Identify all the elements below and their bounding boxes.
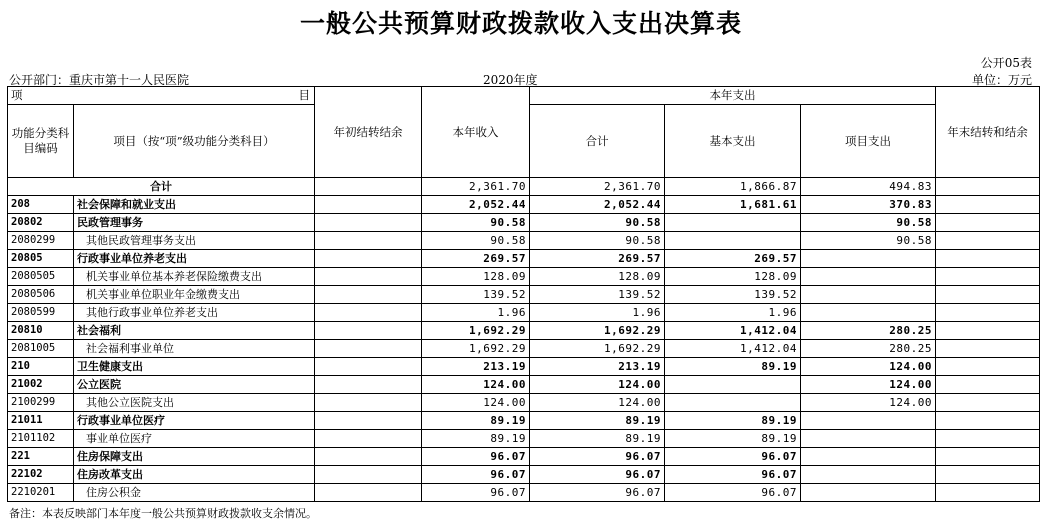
row-name: 行政事业单位养老支出 <box>74 250 315 268</box>
row-opening <box>315 484 422 502</box>
row-basic: 139.52 <box>665 286 801 304</box>
row-total: 96.07 <box>530 448 665 466</box>
row-code: 2080506 <box>8 286 74 304</box>
row-code: 2080599 <box>8 304 74 322</box>
row-name: 机关事业单位基本养老保险缴费支出 <box>74 268 315 286</box>
table-row <box>8 214 1040 232</box>
row-code: 2100299 <box>8 394 74 412</box>
report-title: 一般公共预算财政拨款收入支出决算表 <box>299 9 742 38</box>
row-basic: 89.19 <box>665 358 801 376</box>
row-opening <box>315 322 422 340</box>
row-income: 139.52 <box>422 286 530 304</box>
row-opening <box>315 304 422 322</box>
row-basic: 89.19 <box>665 430 801 448</box>
table-row <box>8 304 1040 322</box>
row-total: 269.57 <box>530 250 665 268</box>
row-total: 90.58 <box>530 232 665 250</box>
total-row <box>8 178 1040 196</box>
row-income: 96.07 <box>422 466 530 484</box>
func-code-header: 功能分类科目编码 <box>8 105 74 178</box>
row-project <box>801 250 936 268</box>
row-project: 280.25 <box>801 322 936 340</box>
row-total: 139.52 <box>530 286 665 304</box>
row-opening <box>315 394 422 412</box>
table-row <box>8 340 1040 358</box>
budget-table <box>7 86 1040 502</box>
row-project <box>801 286 936 304</box>
row-name: 机关事业单位职业年金缴费支出 <box>74 286 315 304</box>
row-project: 90.58 <box>801 232 936 250</box>
row-income: 124.00 <box>422 376 530 394</box>
row-name: 民政管理事务 <box>74 214 315 232</box>
row-basic: 1,412.04 <box>665 340 801 358</box>
row-total: 89.19 <box>530 430 665 448</box>
row-closing <box>936 430 1040 448</box>
row-code: 208 <box>8 196 74 214</box>
row-project <box>801 304 936 322</box>
row-closing <box>936 268 1040 286</box>
row-closing <box>936 448 1040 466</box>
row-income: 96.07 <box>422 448 530 466</box>
row-code: 21011 <box>8 412 74 430</box>
row-name: 社会福利 <box>74 322 315 340</box>
row-total: 1.96 <box>530 304 665 322</box>
row-income: 96.07 <box>422 484 530 502</box>
table-row <box>8 376 1040 394</box>
row-name: 其他行政事业单位养老支出 <box>74 304 315 322</box>
row-total: 128.09 <box>530 268 665 286</box>
unit-label: 单位：万元 <box>971 73 1032 87</box>
fiscal-year: 2020年度 <box>483 73 538 87</box>
row-code: 2101102 <box>8 430 74 448</box>
row-income: 128.09 <box>422 268 530 286</box>
row-closing <box>936 484 1040 502</box>
row-opening <box>315 412 422 430</box>
row-closing <box>936 322 1040 340</box>
table-row <box>8 394 1040 412</box>
row-income: 124.00 <box>422 394 530 412</box>
row-project: 90.58 <box>801 214 936 232</box>
total-income: 2,361.70 <box>422 178 530 196</box>
row-closing <box>936 286 1040 304</box>
table-row <box>8 484 1040 502</box>
footnote: 备注：本表反映部门本年度一般公共预算财政拨款收支余情况。 <box>9 507 317 520</box>
row-project: 280.25 <box>801 340 936 358</box>
row-code: 2080299 <box>8 232 74 250</box>
row-total: 1,692.29 <box>530 322 665 340</box>
row-basic: 269.57 <box>665 250 801 268</box>
row-name: 其他民政管理事务支出 <box>74 232 315 250</box>
row-opening <box>315 196 422 214</box>
row-income: 90.58 <box>422 214 530 232</box>
expense-group-header: 本年支出 <box>530 87 936 105</box>
row-project <box>801 412 936 430</box>
closing-balance-header: 年末结转和结余 <box>936 87 1040 178</box>
row-basic: 96.07 <box>665 466 801 484</box>
row-income: 1,692.29 <box>422 322 530 340</box>
row-name: 住房保障支出 <box>74 448 315 466</box>
row-opening <box>315 466 422 484</box>
row-income: 89.19 <box>422 430 530 448</box>
row-project <box>801 268 936 286</box>
row-name: 其他公立医院支出 <box>74 394 315 412</box>
expense-total-header: 合计 <box>530 105 665 178</box>
row-closing <box>936 340 1040 358</box>
table-row <box>8 268 1040 286</box>
row-opening <box>315 286 422 304</box>
row-closing <box>936 214 1040 232</box>
row-code: 2080505 <box>8 268 74 286</box>
row-income: 269.57 <box>422 250 530 268</box>
row-basic <box>665 214 801 232</box>
row-basic: 128.09 <box>665 268 801 286</box>
row-closing <box>936 376 1040 394</box>
row-opening <box>315 232 422 250</box>
row-code: 21002 <box>8 376 74 394</box>
opening-balance-header: 年初结转结余 <box>315 87 422 178</box>
row-income: 2,052.44 <box>422 196 530 214</box>
table-row <box>8 466 1040 484</box>
row-basic: 89.19 <box>665 412 801 430</box>
row-basic: 1,681.61 <box>665 196 801 214</box>
table-row <box>8 250 1040 268</box>
row-income: 89.19 <box>422 412 530 430</box>
table-row <box>8 412 1040 430</box>
row-code: 2210201 <box>8 484 74 502</box>
row-total: 1,692.29 <box>530 340 665 358</box>
department-label: 公开部门：重庆市第十一人民医院 <box>9 73 190 87</box>
row-name: 住房改革支出 <box>74 466 315 484</box>
row-code: 20810 <box>8 322 74 340</box>
row-name: 住房公积金 <box>74 484 315 502</box>
row-name: 行政事业单位医疗 <box>74 412 315 430</box>
row-income: 90.58 <box>422 232 530 250</box>
row-opening <box>315 268 422 286</box>
basic-expense-header: 基本支出 <box>665 105 801 178</box>
item-name-header: 项目（按“项”级功能分类科目） <box>74 105 315 178</box>
row-name: 社会福利事业单位 <box>74 340 315 358</box>
income-header: 本年收入 <box>422 87 530 178</box>
row-basic: 96.07 <box>665 484 801 502</box>
row-closing <box>936 196 1040 214</box>
total-closing <box>936 178 1040 196</box>
table-row <box>8 232 1040 250</box>
row-code: 2081005 <box>8 340 74 358</box>
row-code: 22102 <box>8 466 74 484</box>
total-expense: 2,361.70 <box>530 178 665 196</box>
row-closing <box>936 412 1040 430</box>
total-label: 合计 <box>8 178 315 196</box>
row-project <box>801 448 936 466</box>
row-opening <box>315 376 422 394</box>
row-income: 1,692.29 <box>422 340 530 358</box>
row-project: 124.00 <box>801 358 936 376</box>
row-basic <box>665 232 801 250</box>
row-total: 213.19 <box>530 358 665 376</box>
row-total: 124.00 <box>530 376 665 394</box>
row-opening <box>315 250 422 268</box>
row-total: 96.07 <box>530 484 665 502</box>
table-row <box>8 322 1040 340</box>
row-project <box>801 484 936 502</box>
row-total: 96.07 <box>530 466 665 484</box>
table-row <box>8 430 1040 448</box>
item-header-left: 项 <box>11 88 23 102</box>
row-name: 卫生健康支出 <box>74 358 315 376</box>
row-basic <box>665 394 801 412</box>
row-opening <box>315 214 422 232</box>
table-row <box>8 196 1040 214</box>
row-closing <box>936 250 1040 268</box>
total-basic: 1,866.87 <box>665 178 801 196</box>
row-project <box>801 466 936 484</box>
project-expense-header: 项目支出 <box>801 105 936 178</box>
row-project: 124.00 <box>801 376 936 394</box>
row-closing <box>936 304 1040 322</box>
table-row <box>8 448 1040 466</box>
row-name: 事业单位医疗 <box>74 430 315 448</box>
row-total: 124.00 <box>530 394 665 412</box>
row-basic: 96.07 <box>665 448 801 466</box>
row-code: 221 <box>8 448 74 466</box>
table-row <box>8 358 1040 376</box>
row-opening <box>315 430 422 448</box>
row-basic: 1.96 <box>665 304 801 322</box>
row-basic <box>665 376 801 394</box>
row-project <box>801 430 936 448</box>
total-opening <box>315 178 422 196</box>
item-header-right: 目 <box>298 88 310 102</box>
total-project: 494.83 <box>801 178 936 196</box>
row-closing <box>936 394 1040 412</box>
row-income: 1.96 <box>422 304 530 322</box>
row-name: 公立医院 <box>74 376 315 394</box>
row-code: 20805 <box>8 250 74 268</box>
row-project: 124.00 <box>801 394 936 412</box>
row-opening <box>315 358 422 376</box>
row-closing <box>936 466 1040 484</box>
row-income: 213.19 <box>422 358 530 376</box>
row-code: 210 <box>8 358 74 376</box>
row-basic: 1,412.04 <box>665 322 801 340</box>
form-number: 公开05表 <box>980 56 1032 70</box>
row-opening <box>315 340 422 358</box>
row-total: 90.58 <box>530 214 665 232</box>
row-closing <box>936 358 1040 376</box>
row-total: 2,052.44 <box>530 196 665 214</box>
row-closing <box>936 232 1040 250</box>
row-name: 社会保障和就业支出 <box>74 196 315 214</box>
row-opening <box>315 448 422 466</box>
row-project: 370.83 <box>801 196 936 214</box>
table-row <box>8 286 1040 304</box>
row-total: 89.19 <box>530 412 665 430</box>
item-header <box>8 87 315 105</box>
row-code: 20802 <box>8 214 74 232</box>
